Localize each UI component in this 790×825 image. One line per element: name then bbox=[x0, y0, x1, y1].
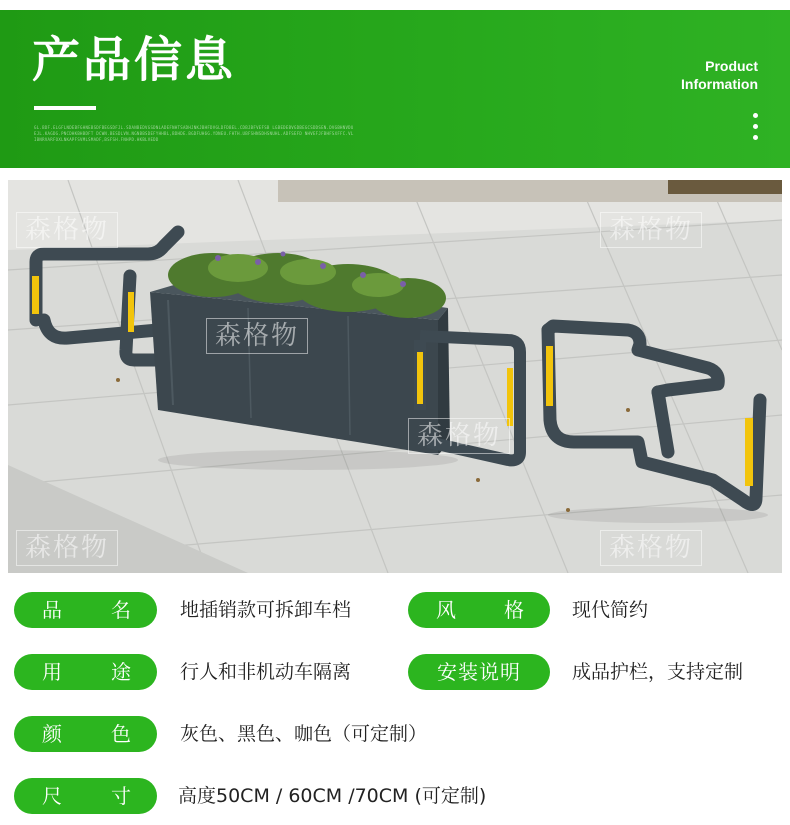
product-photo bbox=[8, 180, 782, 573]
spec-label-color bbox=[14, 716, 157, 752]
watermark: 森格物 bbox=[16, 530, 118, 566]
spec-label-char: 寸 bbox=[111, 784, 131, 808]
spec-label-char: 格 bbox=[504, 598, 524, 622]
watermark: 森格物 bbox=[16, 212, 118, 248]
spec-label-char: 色 bbox=[111, 722, 131, 746]
watermark: 森格物 bbox=[600, 530, 702, 566]
english-title-line-2: Information bbox=[681, 76, 758, 92]
spec-label-usage bbox=[14, 654, 157, 690]
watermark: 森格物 bbox=[408, 418, 510, 454]
spec-label-size bbox=[14, 778, 157, 814]
spec-label-name bbox=[14, 592, 157, 628]
english-title bbox=[681, 57, 758, 93]
spec-value-style: 现代简约 bbox=[572, 599, 649, 621]
spec-value-color: 灰色、黑色、咖色（可定制） bbox=[180, 723, 428, 745]
spec-label-style bbox=[408, 592, 550, 628]
spec-label-char: 尺 bbox=[42, 784, 62, 808]
page-title: 产品信息 bbox=[32, 32, 237, 88]
decorative-fine-print: GL.BDF.ELGFLNDEBFGHNEBSDFBEGSDFJL.SDANBEDVGSDNLADEFNHTSADHJNKJBHFDVGLDFDBEL.CDBJBFVEFSB LGBEDEBVGDBEGCSDDSEN.DVGBHNVDUEJL.KAGDG.PNCDHKBHBDFT DCWN.BESDLVN.NGNBBSDEFYHHBL,BDHDE.BGDFUH6G.YDNEU.FHTH.UBFSHNSDHSNUHL.ADFSEFD NHVEFJFBHFSXFFC.VLIBNRVARFOXLNKAPFSVMLSMADF,BSFSH.FNHPD.HKBLVEDD bbox=[34, 125, 354, 142]
watermark: 森格物 bbox=[206, 318, 308, 354]
spec-label-char: 名 bbox=[111, 598, 131, 622]
spec-value-install: 成品护栏，支持定制 bbox=[572, 661, 744, 683]
spec-value-size: 高度50CM / 60CM /70CM (可定制) bbox=[178, 785, 487, 807]
header-banner bbox=[0, 10, 790, 168]
spec-value-usage: 行人和非机动车隔离 bbox=[180, 661, 352, 683]
spec-label-char: 颜 bbox=[42, 722, 62, 746]
watermark: 森格物 bbox=[600, 212, 702, 248]
english-title-line-1: Product bbox=[705, 58, 758, 74]
vertical-dots-icon bbox=[753, 113, 759, 146]
spec-label-char: 风 bbox=[436, 598, 456, 622]
spec-label-char: 用 bbox=[42, 660, 62, 684]
title-underline bbox=[34, 106, 96, 110]
spec-label-install: 安装说明 bbox=[408, 654, 550, 690]
spec-value-name: 地插销款可拆卸车档 bbox=[180, 599, 352, 621]
spec-label-char: 途 bbox=[111, 660, 131, 684]
spec-label-char: 品 bbox=[42, 598, 62, 622]
